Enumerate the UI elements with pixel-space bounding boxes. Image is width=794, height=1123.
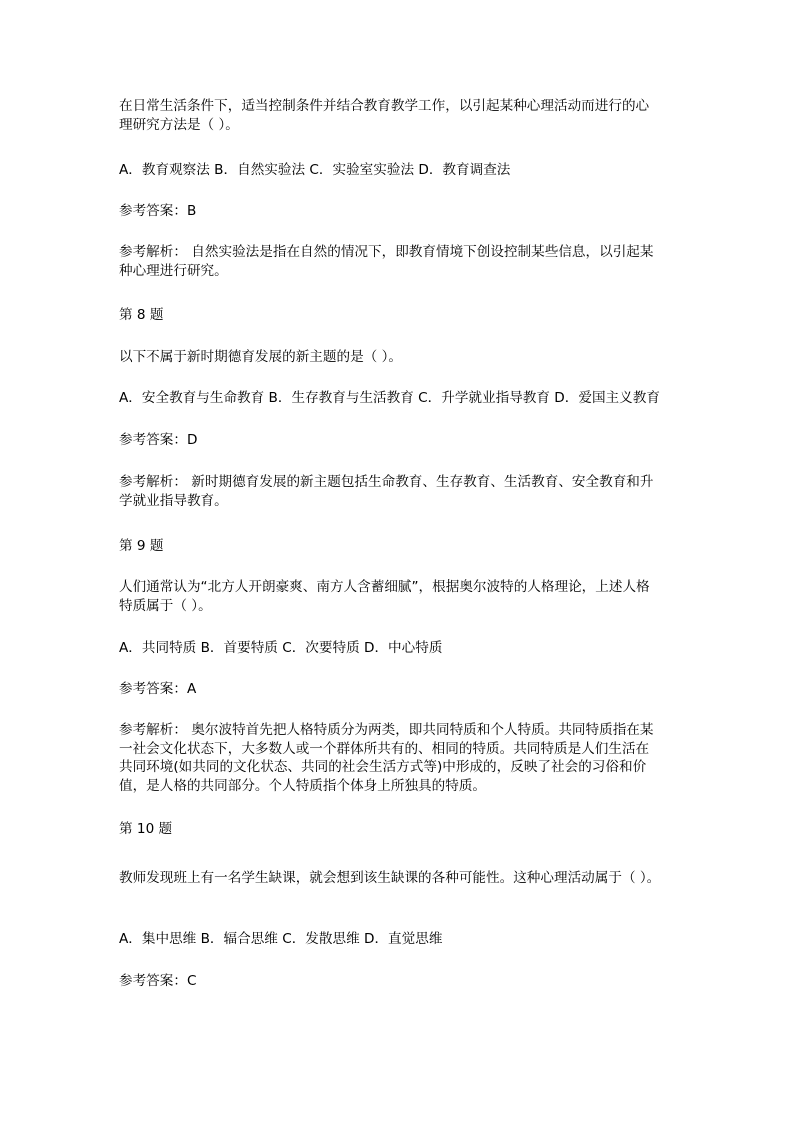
q7-answer: 参考答案：B — [119, 203, 197, 219]
q8-options: A．安全教育与生命教育 B．生存教育与生活教育 C．升学就业指导教育 D．爱国主义教育 — [119, 390, 660, 406]
q7-stem: 在日常生活条件下，适当控制条件并结合教育教学工作，以引起某种心理活动而进行的心 理研究方法是（ ）。 — [119, 98, 650, 133]
q8-analysis: 参考解析： 新时期德育发展的新主题包括生命教育、生存教育、生活教育、安全教育和升 学就业指导教育。 — [119, 474, 654, 509]
q10-title: 第 10 题 — [119, 821, 173, 837]
q7-analysis: 参考解析： 自然实验法是指在自然的情况下，即教育情境下创设控制某些信息，以引起某 种心理进行研究。 — [119, 244, 654, 279]
q9-stem: 人们通常认为“北方人开朗豪爽、南方人含蓄细腻”，根据奥尔波特的人格理论，上述人格 特质属于（ ）。 — [119, 579, 650, 614]
q7-options: A．教育观察法 B．自然实验法 C．实验室实验法 D．教育调查法 — [119, 162, 511, 178]
q9-title: 第 9 题 — [119, 538, 164, 554]
q8-stem: 以下不属于新时期德育发展的新主题的是（ ）。 — [119, 349, 402, 365]
q9-options: A．共同特质 B．首要特质 C．次要特质 D．中心特质 — [119, 640, 443, 656]
q8-title: 第 8 题 — [119, 307, 164, 323]
q8-answer: 参考答案：D — [119, 432, 198, 448]
q9-answer: 参考答案：A — [119, 681, 197, 697]
q10-answer: 参考答案：C — [119, 973, 197, 989]
q10-options: A．集中思维 B．辐合思维 C．发散思维 D．直觉思维 — [119, 931, 443, 947]
q9-analysis: 参考解析： 奥尔波特首先把人格特质分为两类，即共同特质和个人特质。共同特质指在某 一社会文化状态下，大多数人或一个群体所共有的、相同的特质。共同特质是人们生活在 共同环境(如共同的文化状态、共同的社会生活方式等)中形成的，反映了社会的习俗和价 值，是人格的共同部分。个人特质指个体身上所独具的特质。 — [119, 722, 654, 795]
q10-stem: 教师发现班上有一名学生缺课，就会想到该生缺课的各种可能性。这种心理活动属于（ ）。 — [119, 870, 661, 886]
